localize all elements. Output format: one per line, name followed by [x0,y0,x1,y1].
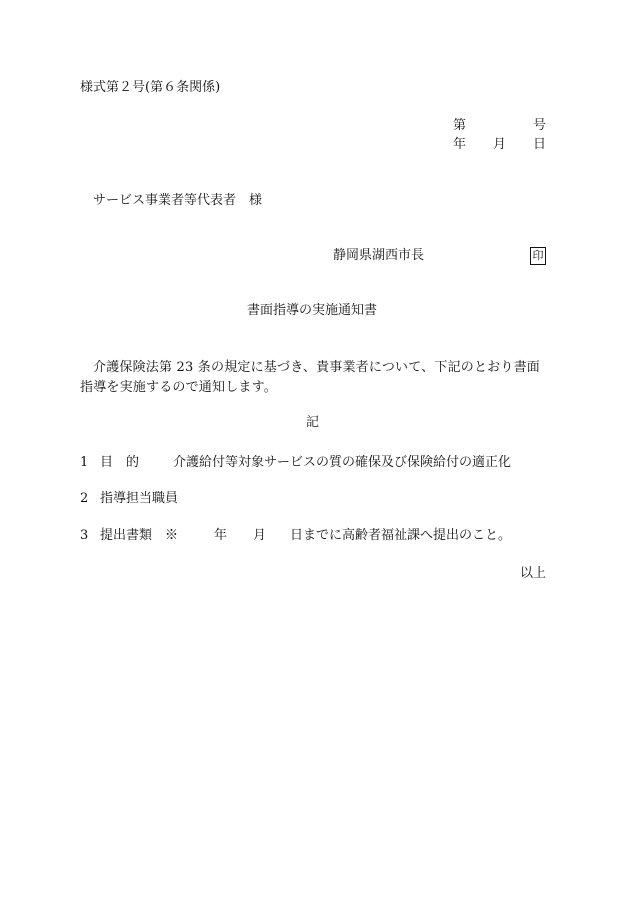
item-2-number: 2 [80,491,89,506]
document-title: 書面指導の実施通知書 [247,303,378,318]
item-1-value: 介護給付等対象サービスの質の確保及び保険給付の適正化 [173,455,512,470]
item-3-month: 月 [253,528,267,543]
item-3-year: 年 [214,528,228,543]
item-3-value: 日までに高齢者福祉課へ提出のこと。 [290,528,512,543]
sender: 静岡県湖西市長 [333,248,425,263]
ki-heading: 記 [306,415,320,430]
item-1-label: 目 的 [100,455,140,470]
date-year: 年 [453,137,467,152]
number-prefix: 第 [453,118,467,133]
item-2-label: 指導担当職員 [100,491,179,506]
addressee: サービス事業者等代表者 様 [93,193,263,208]
closing: 以上 [520,566,547,581]
seal-box: 印 [530,247,546,265]
body-paragraph: 介護保険法第 23 条の規定に基づき、貴事業者について、下記のとおり書面指導を実施するので通知します。 [80,360,540,395]
form-label: 様式第２号(第６条関係) [80,80,221,95]
number-suffix: 号 [533,118,547,133]
item-1-number: 1 [80,455,89,470]
date-day: 日 [533,137,547,152]
date-month: 月 [493,137,507,152]
item-3-label: 提出書類 ※ [100,528,179,543]
item-3-number: 3 [80,528,89,543]
